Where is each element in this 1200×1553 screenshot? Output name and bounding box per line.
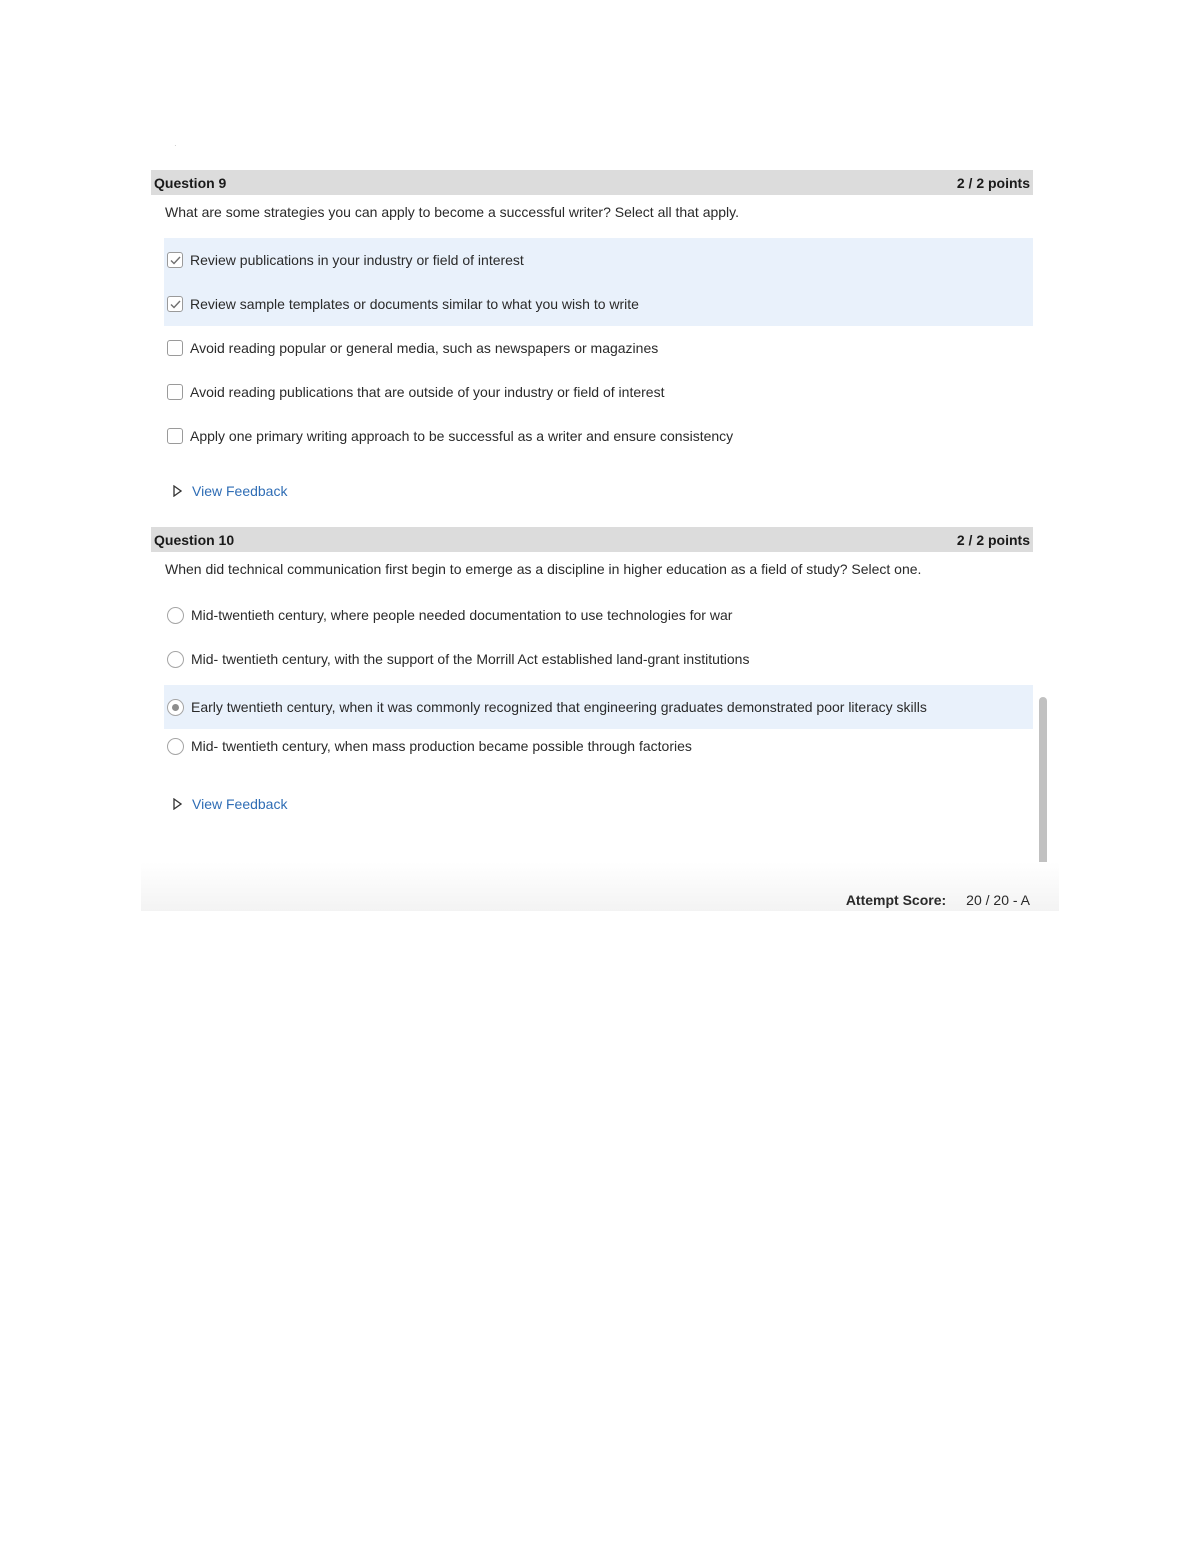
question-9-view-feedback[interactable] — [173, 483, 287, 499]
attempt-score — [846, 892, 1030, 908]
question-9-option-4[interactable] — [164, 370, 1033, 414]
question-10-option-2[interactable] — [164, 637, 1033, 681]
checkbox-checked[interactable] — [167, 296, 183, 312]
question-title: Question 10 — [154, 531, 235, 548]
attempt-score-label: Attempt Score: — [845, 892, 947, 908]
option-label: Mid- twentieth century, when mass production became possible through factories — [191, 738, 692, 754]
option-label: Review sample templates or documents similar to what you wish to write — [190, 296, 639, 312]
checkbox-unchecked[interactable] — [167, 340, 183, 356]
question-9-header — [151, 170, 1033, 195]
radio-dot-icon — [172, 704, 179, 711]
option-label: Avoid reading publications that are outside of your industry or field of interest — [190, 384, 665, 400]
attempt-score-footer — [141, 862, 1059, 911]
question-10-view-feedback[interactable] — [173, 796, 287, 812]
question-points: 2 / 2 points — [956, 174, 1030, 191]
question-10-option-1[interactable] — [164, 593, 1033, 637]
question-9-prompt: What are some strategies you can apply to become a successful writer? Select all that apply. — [165, 204, 740, 220]
option-label: Mid-twentieth century, where people needed documentation to use technologies for war — [191, 607, 733, 623]
triangle-right-icon — [173, 798, 182, 810]
question-10-option-4[interactable] — [164, 724, 1033, 768]
option-label: Early twentieth century, when it was commonly recognized that engineering graduates demonstrated poor literacy skills — [191, 699, 927, 715]
checkbox-checked[interactable] — [167, 252, 183, 268]
radio-unselected[interactable] — [167, 651, 184, 668]
radio-unselected[interactable] — [167, 738, 184, 755]
triangle-right-icon — [173, 485, 182, 497]
question-10-header — [151, 527, 1033, 552]
question-9-option-5[interactable] — [164, 414, 1033, 458]
radio-selected[interactable] — [167, 699, 184, 716]
scrollbar-thumb[interactable] — [1039, 697, 1047, 870]
checkbox-unchecked[interactable] — [167, 428, 183, 444]
view-feedback-link[interactable]: View Feedback — [192, 796, 288, 812]
option-label: Review publications in your industry or field of interest — [190, 252, 524, 268]
question-10-option-3[interactable] — [164, 685, 1033, 729]
option-label: Avoid reading popular or general media, such as newspapers or magazines — [190, 340, 659, 356]
option-label: Apply one primary writing approach to be successful as a writer and ensure consistency — [190, 428, 734, 444]
attempt-score-value: 20 / 20 - A — [966, 892, 1030, 908]
quiz-review-panel — [141, 141, 1059, 911]
question-9-option-1[interactable] — [164, 238, 1033, 282]
option-label: Mid- twentieth century, with the support of the Morrill Act established land-grant institutions — [191, 651, 750, 667]
view-feedback-link[interactable]: View Feedback — [192, 483, 288, 499]
question-9-option-2[interactable] — [164, 282, 1033, 326]
question-10-prompt: When did technical communication first begin to emerge as a discipline in higher education as a field of study? Select one. — [165, 561, 922, 577]
question-points: 2 / 2 points — [956, 531, 1030, 548]
checkmark-icon — [170, 300, 181, 309]
top-divider-mark: · — [174, 141, 177, 150]
checkmark-icon — [170, 256, 181, 265]
checkbox-unchecked[interactable] — [167, 384, 183, 400]
radio-unselected[interactable] — [167, 607, 184, 624]
question-title: Question 9 — [154, 174, 227, 191]
question-9-option-3[interactable] — [164, 326, 1033, 370]
